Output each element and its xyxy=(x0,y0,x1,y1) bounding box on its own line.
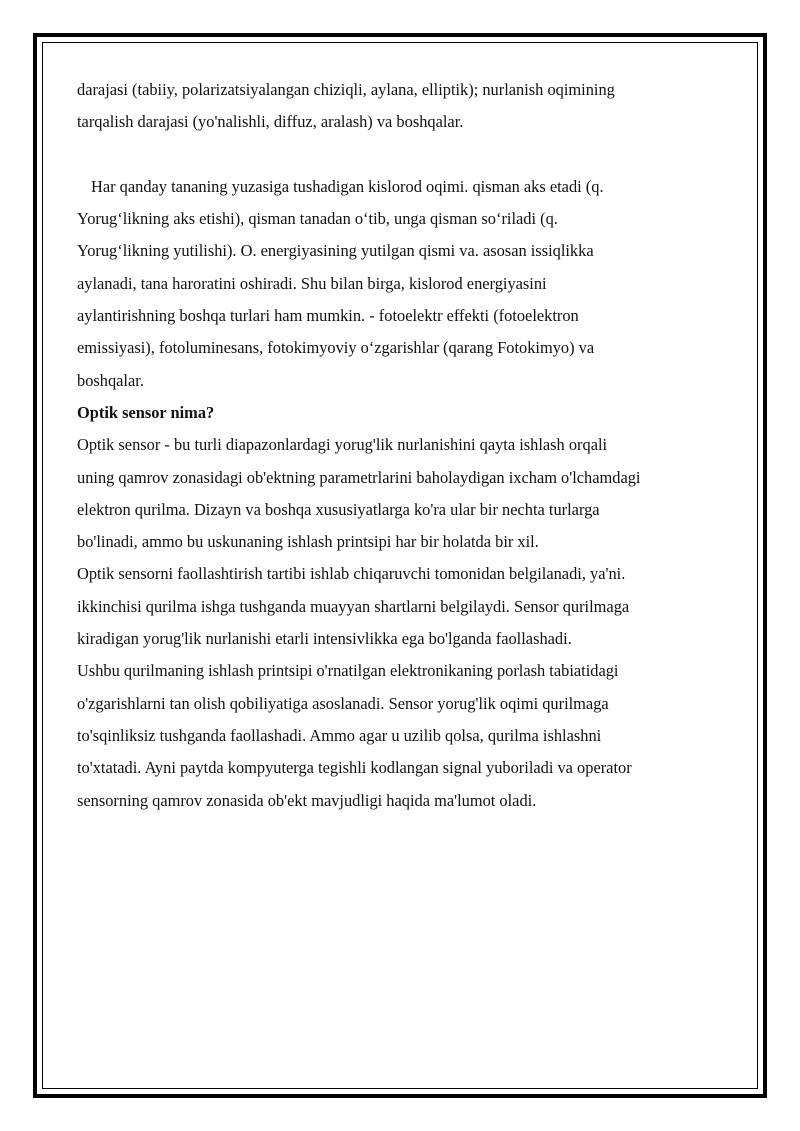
paragraph-spacer xyxy=(77,139,727,171)
text-line: kiradigan yorug'lik nurlanishi etarli intensivlikka ega bo'lganda faollashadi. xyxy=(77,629,572,649)
paragraph-operating-principle xyxy=(77,655,727,816)
text-line: bo'linadi, ammo bu uskunaning ishlash printsipi har bir holatda bir xil. xyxy=(77,532,539,552)
text-line: Ushbu qurilmaning ishlash printsipi o'rnatilgan elektronikaning porlash tabiatidagi xyxy=(77,661,619,681)
text-line: darajasi (tabiiy, polarizatsiyalangan chiziqli, aylana, elliptik); nurlanish oqimining xyxy=(77,80,615,99)
paragraph-activation xyxy=(77,558,727,655)
paragraph-light-absorption xyxy=(77,171,727,397)
text-line: boshqalar. xyxy=(77,370,144,390)
text-line: to'sqinliksiz tushganda faollashadi. Ammo agar u uzilib qolsa, qurilma ishlashni xyxy=(77,725,602,745)
text-line: sensorning qamrov zonasida ob'ekt mavjudligi haqida ma'lumot oladi. xyxy=(77,790,537,810)
text-line: Yorug‘likning aks etishi), qisman tanadan o‘tib, unga qisman so‘riladi (q. xyxy=(77,209,558,229)
paragraph-optical-sensor-definition xyxy=(77,429,727,558)
text-line: ikkinchisi qurilma ishga tushganda muayyan shartlarni belgilaydi. Sensor qurilmaga xyxy=(77,596,630,616)
text-line: Optik sensorni faollashtirish tartibi ishlab chiqaruvchi tomonidan belgilanadi, ya'ni. xyxy=(77,564,626,584)
heading-text: Optik sensor nima? xyxy=(77,402,215,422)
text-line: to'xtatadi. Ayni paytda kompyuterga tegishli kodlangan signal yuboriladi va operator xyxy=(77,758,632,778)
text-line: Optik sensor - bu turli diapazonlardagi yorug'lik nurlanishini qayta ishlash orqali xyxy=(77,435,608,455)
intro-paragraph xyxy=(77,74,727,139)
section-heading xyxy=(77,397,727,429)
text-line: Yorug‘likning yutilishi). O. energiyasining yutilgan qismi va. asosan issiqlikka xyxy=(77,241,594,261)
text-line: tarqalish darajasi (yo'nalishli, diffuz, aralash) va boshqalar. xyxy=(77,112,464,132)
text-line: aylantirishning boshqa turlari ham mumkin. - fotoelektr effekti (fotoelektron xyxy=(77,306,579,326)
text-line: elektron qurilma. Dizayn va boshqa xususiyatlarga ko'ra ular bir nechta turlarga xyxy=(77,499,600,519)
text-line: emissiyasi), fotoluminesans, fotokimyoviy o‘zgarishlar (qarang Fotokimyo) va xyxy=(77,338,595,358)
text-line: uning qamrov zonasidagi ob'ektning parametrlarini baholaydigan ixcham o'lchamdagi xyxy=(77,467,641,487)
document-body xyxy=(77,74,727,817)
text-line: o'zgarishlarni tan olish qobiliyatiga asoslanadi. Sensor yorug'lik oqimi qurilmaga xyxy=(77,693,609,713)
text-line: Har qanday tananing yuzasiga tushadigan kislorod oqimi. qisman aks etadi (q. xyxy=(91,176,604,196)
text-line: aylanadi, tana haroratini oshiradi. Shu bilan birga, kislorod energiyasini xyxy=(77,273,547,293)
